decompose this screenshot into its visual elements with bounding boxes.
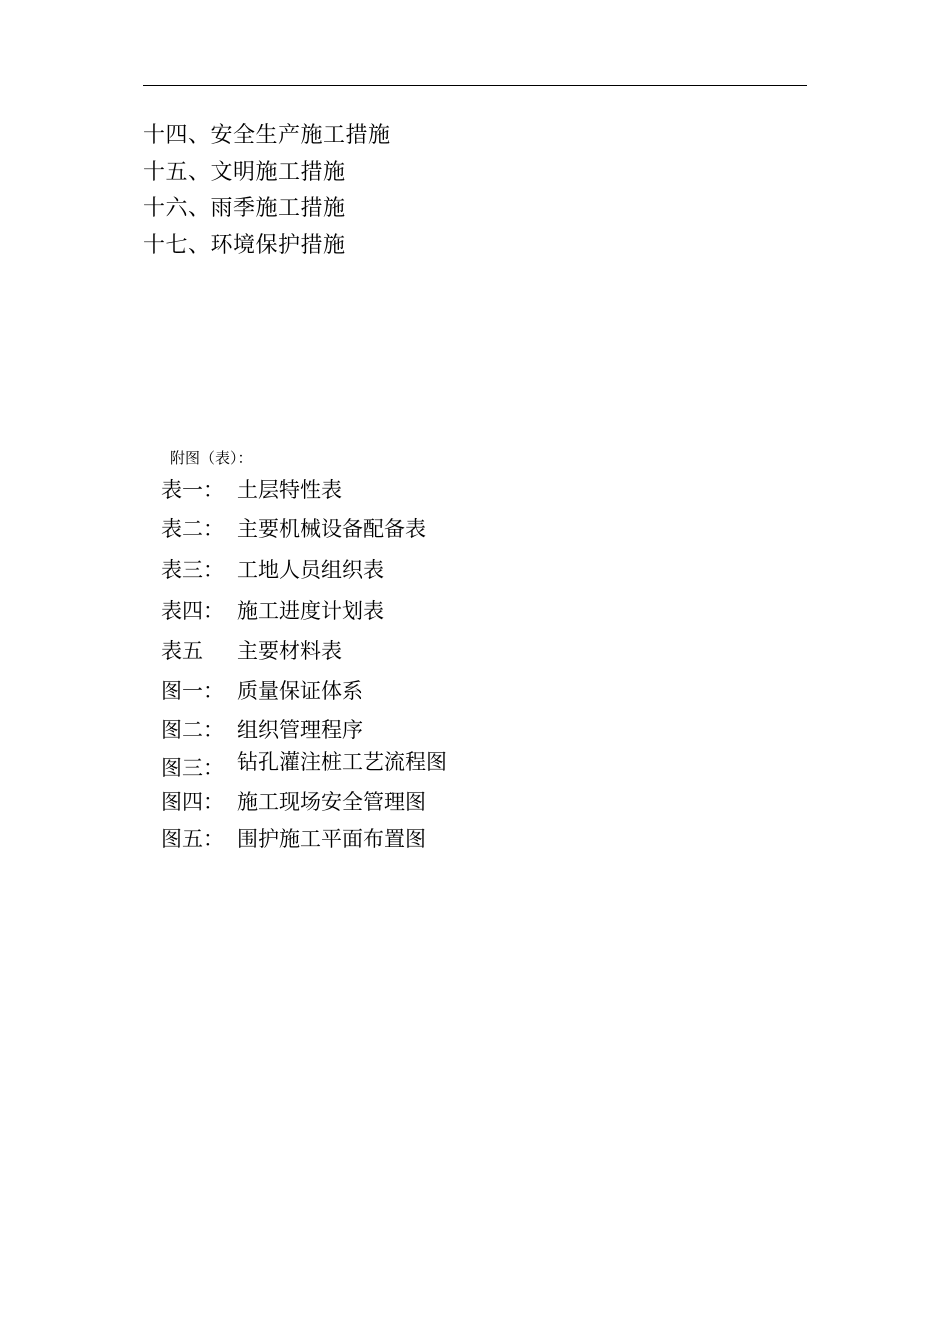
appendix-title: 附图（表）： — [170, 449, 253, 467]
toc-item-15: 十五、文明施工措施 — [143, 159, 346, 185]
appendix-item-name: 施工进度计划表 — [237, 599, 384, 623]
appendix-item-code: 图三： — [161, 756, 224, 780]
appendix-item-code: 图五： — [161, 827, 224, 851]
appendix-item-name: 质量保证体系 — [237, 679, 363, 703]
appendix-item-code: 表五 — [161, 639, 203, 663]
appendix-item-code: 图四： — [161, 790, 224, 814]
appendix-item-name: 组织管理程序 — [237, 718, 363, 742]
appendix-item-code: 图二： — [161, 718, 224, 742]
toc-list — [143, 118, 391, 264]
appendix-item-name: 施工现场安全管理图 — [237, 790, 426, 814]
appendix-item-code: 表三： — [161, 558, 224, 582]
appendix-item-name: 围护施工平面布置图 — [237, 827, 426, 851]
appendix-item-name: 钻孔灌注桩工艺流程图 — [237, 750, 447, 774]
appendix-item-name: 主要机械设备配备表 — [237, 517, 426, 541]
toc-item-16: 十六、雨季施工措施 — [143, 196, 346, 221]
appendix-item-code: 表二： — [161, 517, 224, 541]
appendix-item-name: 工地人员组织表 — [237, 558, 384, 582]
toc-item-17: 十七、环境保护措施 — [143, 232, 346, 258]
appendix-item-name: 主要材料表 — [237, 639, 342, 663]
header-rule — [143, 85, 807, 86]
appendix-item-name: 土层特性表 — [237, 478, 342, 502]
appendix-item-code: 表一： — [161, 478, 224, 502]
appendix-item-code: 图一： — [161, 679, 224, 703]
appendix-item-code: 表四： — [161, 599, 224, 623]
toc-item-14: 十四、安全生产施工措施 — [143, 123, 391, 148]
